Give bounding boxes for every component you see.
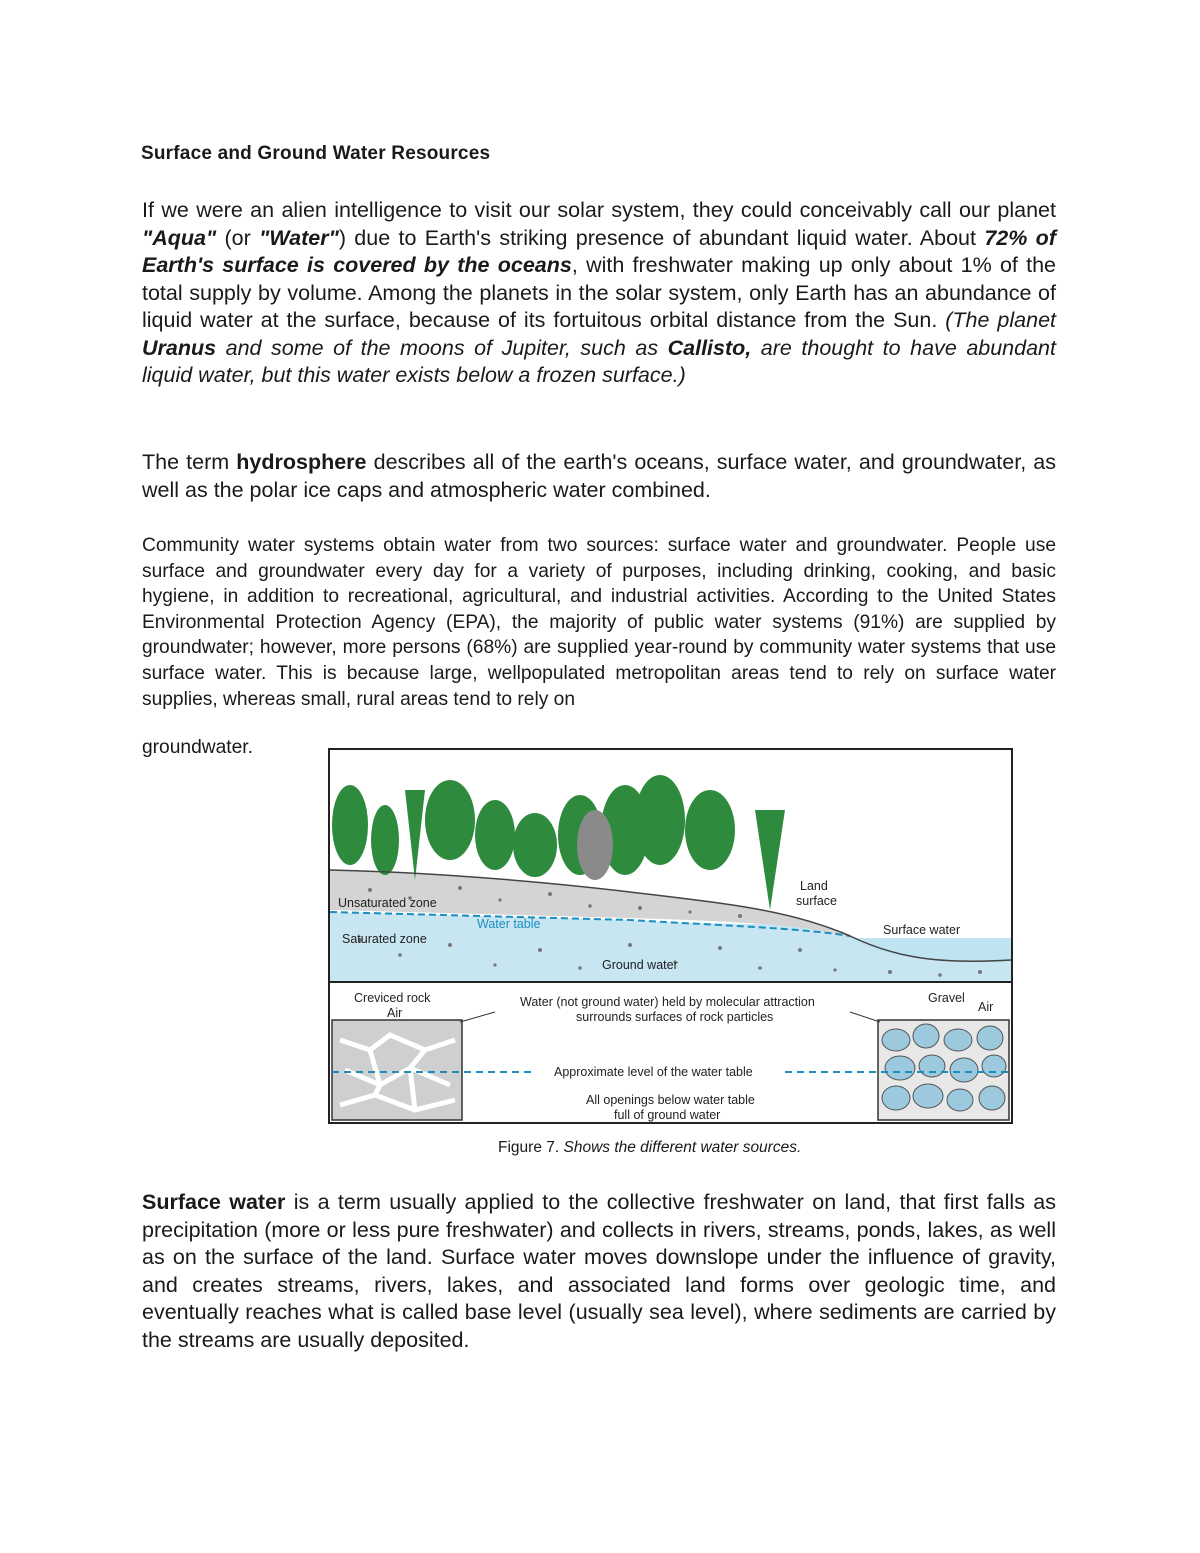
label-openings-2: full of ground water — [614, 1108, 721, 1122]
label-molecular-note-1: Water (not ground water) held by molecular attraction — [520, 995, 815, 1009]
label-ground-water: Ground water — [602, 958, 678, 972]
text-run: The term — [142, 450, 237, 474]
label-surface: surface — [796, 894, 837, 908]
text-run: and some of the moons of Jupiter, such as — [216, 335, 668, 360]
water-sources-figure — [328, 748, 1013, 1124]
label-approx-water-level: Approximate level of the water table — [554, 1065, 753, 1079]
text-run: are thought to have abundant liquid water, but this water exists below a frozen surface.) — [142, 335, 1056, 387]
label-water-table: Water table — [477, 917, 541, 931]
groundwater-diagram — [330, 750, 1011, 1122]
text-run: describes all of the earth's oceans, surface water, and groundwater, as well as the polar ice caps and atmospheric water combined. — [142, 450, 1057, 502]
page-title: Surface and Ground Water Resources — [141, 143, 491, 164]
figure-caption — [498, 1139, 801, 1157]
caption-text: Shows the different water sources. — [563, 1139, 802, 1156]
label-air-left: Air — [387, 1006, 403, 1020]
emphasis-water: "Water" — [259, 225, 339, 250]
text-run: ) due to Earth's striking presence of abundant liquid water. About — [338, 225, 985, 250]
label-land: Land — [800, 879, 828, 893]
surface-water-paragraph — [142, 1189, 1056, 1354]
emphasis-callisto: Callisto, — [667, 335, 752, 360]
label-gravel: Gravel — [928, 991, 965, 1005]
text-run: If we were an alien intelligence to visit our solar system, they could conceivably call our planet — [142, 198, 1056, 222]
emphasis-uranus: Uranus — [142, 335, 217, 360]
community-water-paragraph: Community water systems obtain water from two sources: surface water and groundwater. People use surface and groundwater every day for a variety of purposes, including drinking, cooking, and basic hygiene, in addition to recreational, agricultural, and industrial activities. According to the United States Environmental Protection Agency (EPA), the majority of public water systems (91%) are supplied by groundwater; however, more persons (68%) are supplied year-round by community water systems that use surface water. This is because large, wellpopulated metropolitan areas tend to rely on surface water supplies, whereas small, rural areas tend to rely on — [142, 535, 1056, 710]
emphasis-aqua: "Aqua" — [142, 225, 217, 250]
text-run: (or — [216, 225, 260, 250]
term-surface-water: Surface water — [142, 1190, 286, 1214]
text-run: is a term usually applied to the collective freshwater on land, that first falls as precipitation (more or less pure freshwater) and collects in rivers, streams, ponds, lakes, as well as on the surface of the land. Surface water moves downslope under the influence of gravity, and creates streams, rivers, lakes, and associated land forms over geologic time, and eventually reaches what is called base level (usually sea level), where sediments are carried by the streams are usually deposited. — [142, 1190, 1056, 1352]
label-openings-1: All openings below water table — [586, 1093, 755, 1107]
label-molecular-note-2: surrounds surfaces of rock particles — [576, 1010, 774, 1024]
caption-prefix: Figure 7. — [498, 1139, 564, 1156]
community-water-paragraph-end: groundwater. — [142, 737, 253, 758]
emphasis-ocean-stat: 72% of Earth's surface is covered by the oceans — [142, 225, 1056, 277]
text-run: , with freshwater making up only about 1% of the total supply by volume. Among the planets in the solar system, only Earth has an abundance of liquid water at the surface, because of its fortuitous orbital distance from the Sun. — [142, 253, 1057, 332]
label-air-right: Air — [978, 1000, 994, 1014]
label-unsaturated-zone: Unsaturated zone — [338, 896, 437, 910]
label-creviced-rock: Creviced rock — [354, 991, 431, 1005]
text-run: (The planet — [945, 308, 1057, 332]
hydrosphere-paragraph — [142, 449, 1056, 504]
label-saturated-zone: Saturated zone — [342, 932, 427, 946]
intro-paragraph — [142, 197, 1056, 390]
label-surface-water: Surface water — [883, 923, 961, 937]
term-hydrosphere: hydrosphere — [236, 450, 367, 474]
